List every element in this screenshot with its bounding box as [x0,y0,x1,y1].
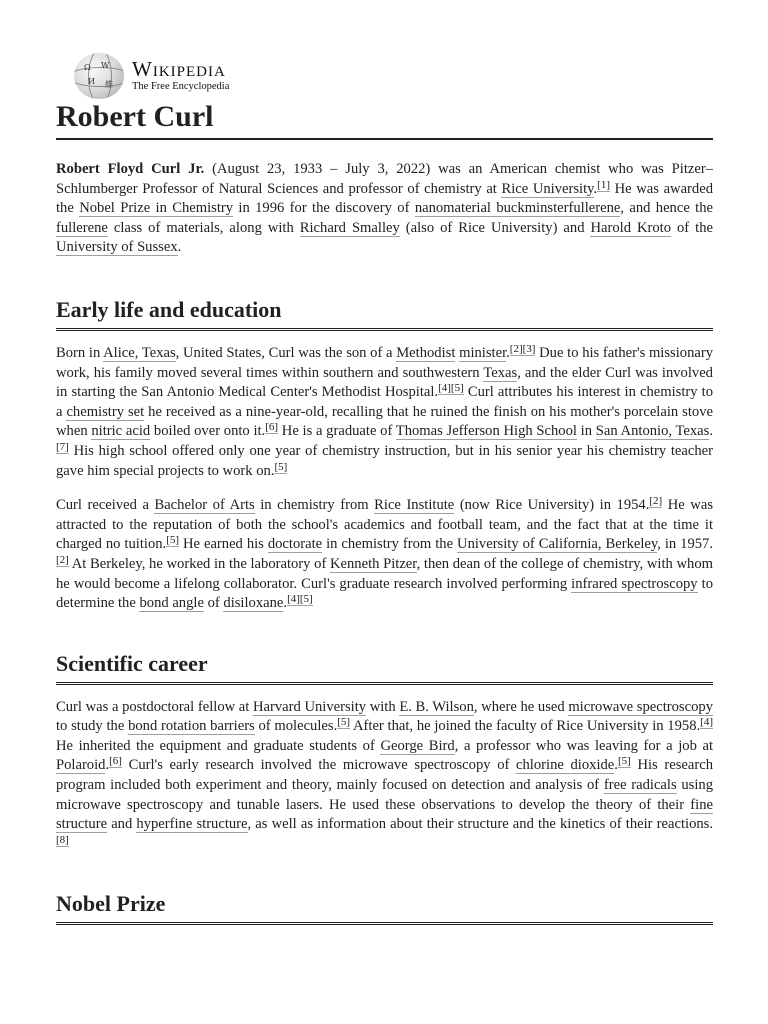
citation-5[interactable]: [5] [274,460,288,473]
text: Curl was a postdoctoral fellow at [56,698,253,715]
text: with [366,698,400,715]
link-doctorate[interactable]: doctorate [267,536,323,553]
text: . [283,595,288,612]
link-chemistry-set[interactable]: chemistry set [66,403,145,420]
wikipedia-globe-icon: Ω W И 維 [74,53,124,99]
text: to determine the [56,575,713,612]
text: in [576,423,596,440]
text: class of materials, along with [107,219,300,236]
link-nitric-acid[interactable]: nitric acid [91,423,151,440]
wordmark [132,59,229,93]
citation-5[interactable]: [5] [337,716,351,729]
text: of the [671,219,713,236]
text: Due to his father's missionary work, his family moved several times within southern and southwestern [56,344,714,381]
link-minister[interactable]: minister [459,344,507,361]
link-bond-angle[interactable]: bond angle [139,595,204,612]
text: , in 1957. [657,536,713,553]
text: He is a graduate of [278,423,396,440]
text: He was awarded the [56,180,713,217]
link-microwave-spectroscopy[interactable]: microwave spectroscopy [568,698,713,715]
link-methodist[interactable]: Methodist [396,344,456,361]
link-chlorine-dioxide[interactable]: chlorine dioxide [516,757,615,774]
link-kenneth-pitzer[interactable]: Kenneth Pitzer [329,555,417,572]
text: At Berkeley, he worked in the laboratory of [68,555,330,572]
site-name: Wikipedia [132,57,226,82]
link-fullerene[interactable]: fullerene [56,219,108,236]
text: , as well as information about their structure and the kinetics of their reactions. [247,816,713,833]
text: in chemistry from [254,497,375,514]
text: He inherited the equipment and graduate students of [56,737,381,754]
citation-4[interactable]: [4] [700,716,713,729]
link-bond-rotation-barriers[interactable]: bond rotation barriers [128,718,255,735]
early-life-paragraph-2 [56,496,713,614]
article-page [56,52,713,925]
link-alice-texas[interactable]: Alice, Texas [103,344,176,361]
link-richard-smalley[interactable]: Richard Smalley [299,219,400,236]
text: . [709,423,713,440]
text: . [105,757,110,774]
link-eb-wilson[interactable]: E. B. Wilson [399,698,474,715]
text: in 1996 for the discovery of [233,200,415,217]
link-disiloxane[interactable]: disiloxane [223,595,284,612]
link-san-antonio-texas[interactable]: San Antonio, Texas [595,423,710,440]
text: . [177,239,182,256]
link-polaroid[interactable]: Polaroid [56,757,106,774]
link-nobel-prize-chemistry[interactable]: Nobel Prize in Chemistry [79,200,234,217]
citation-2[interactable]: [2] [56,553,69,566]
link-george-bird[interactable]: George Bird [380,737,455,754]
page-title: Robert Curl [56,100,713,140]
text: , and hence the [620,200,713,217]
link-harold-kroto[interactable]: Harold Kroto [590,219,672,236]
link-bachelor-of-arts[interactable]: Bachelor of Arts [154,497,255,514]
early-life-paragraph-1 [56,344,713,481]
text: to study the [56,718,129,735]
site-tagline: The Free Encyclopedia [132,81,230,93]
citation-4-5[interactable]: [4][5] [287,593,313,606]
citation-1[interactable]: [1] [597,178,610,191]
link-texas[interactable]: Texas [483,364,518,381]
text: boiled over onto it. [150,423,266,440]
link-harvard-university[interactable]: Harvard University [252,698,367,715]
link-rice-university[interactable]: Rice University [501,180,594,197]
scientific-career-paragraph [56,698,713,855]
section-heading-nobel-prize: Nobel Prize [56,890,713,925]
citation-8[interactable]: [8] [56,833,69,846]
text: Curl attributes his interest in chemistry to a [56,384,713,420]
text: Curl received a [56,497,155,514]
citation-6[interactable]: [6] [265,421,279,434]
text: in chemistry from the [322,536,458,553]
text: , and the elder Curl was involved in starting the San Antonio Medical Center's Methodist Hospital. [56,364,713,401]
citation-4-5[interactable]: [4][5] [438,382,464,395]
text: (also of Rice University) and [399,219,591,236]
site-logo[interactable] [74,52,713,100]
citation-2[interactable]: [2] [649,495,663,508]
text: . [506,344,510,361]
section-heading-early-life: Early life and education [56,296,713,331]
text: , a professor who was leaving for a job at [454,737,713,754]
text: , United States, Curl was the son of a [175,344,397,361]
subject-name: Robert Floyd Curl Jr. [56,161,205,177]
text: His research program included both experiment and theory, mainly focused on detection and analysis of [56,757,713,794]
text: His high school offered only one year of chemistry instruction, but in his senior year his chemistry teacher gave him special projects to work on. [56,442,713,479]
link-uc-berkeley[interactable]: University of California, Berkeley [457,536,658,553]
text: he received as a nine-year-old, recalling that he ruined the finish on his mother's porcelain stove when [56,403,713,440]
link-fine-structure[interactable]: fine structure [56,796,713,833]
link-hyperfine-structure[interactable]: hyperfine structure [136,816,248,833]
section-heading-scientific-career: Scientific career [56,650,713,685]
text: of molecules. [254,718,338,735]
text: of [203,595,224,612]
text: . [614,757,618,774]
lead-paragraph [56,160,713,258]
text: After that, he joined the faculty of Rice University in 1958. [350,718,701,735]
text: (August 23, 1933 – July 3, 2022) was an American chemist who was Pitzer–Schlumberger Professor of Natural Sciences and professor of chemistry at [56,161,713,197]
text: Curl's early research involved the microwave spectroscopy of [121,757,517,774]
text: (now Rice University) in 1954. [454,497,650,514]
link-university-of-sussex[interactable]: University of Sussex [56,239,178,256]
text: , then dean of the college of chemistry, with whom he would become a lifelong collaborator. Curl's graduate research involved performing [56,555,713,592]
text: He was attracted to the reputation of both the school's academics and football team, and the fact that at the time it charged no tuition. [56,497,713,553]
link-infrared-spectroscopy[interactable]: infrared spectroscopy [571,575,698,592]
text: , where he used [473,698,569,715]
citation-5[interactable]: [5] [617,755,631,768]
text: using microwave spectroscopy and tunable lasers. He used these observations to develop the theory of their [56,777,713,813]
text: and [107,816,137,833]
text: Born in [56,344,104,361]
citation-5[interactable]: [5] [166,534,180,547]
text: . [593,180,598,197]
link-rice-institute[interactable]: Rice Institute [374,497,455,514]
link-free-radicals[interactable]: free radicals [603,777,677,794]
link-thomas-jefferson-high-school[interactable]: Thomas Jefferson High School [395,423,577,440]
citation-7[interactable]: [7] [56,440,69,453]
citation-6[interactable]: [6] [109,755,122,768]
link-buckminsterfullerene[interactable]: nanomaterial buckminsterfullerene [414,200,621,217]
citation-2-3[interactable]: [2][3] [509,342,536,355]
text: He earned his [179,536,268,553]
